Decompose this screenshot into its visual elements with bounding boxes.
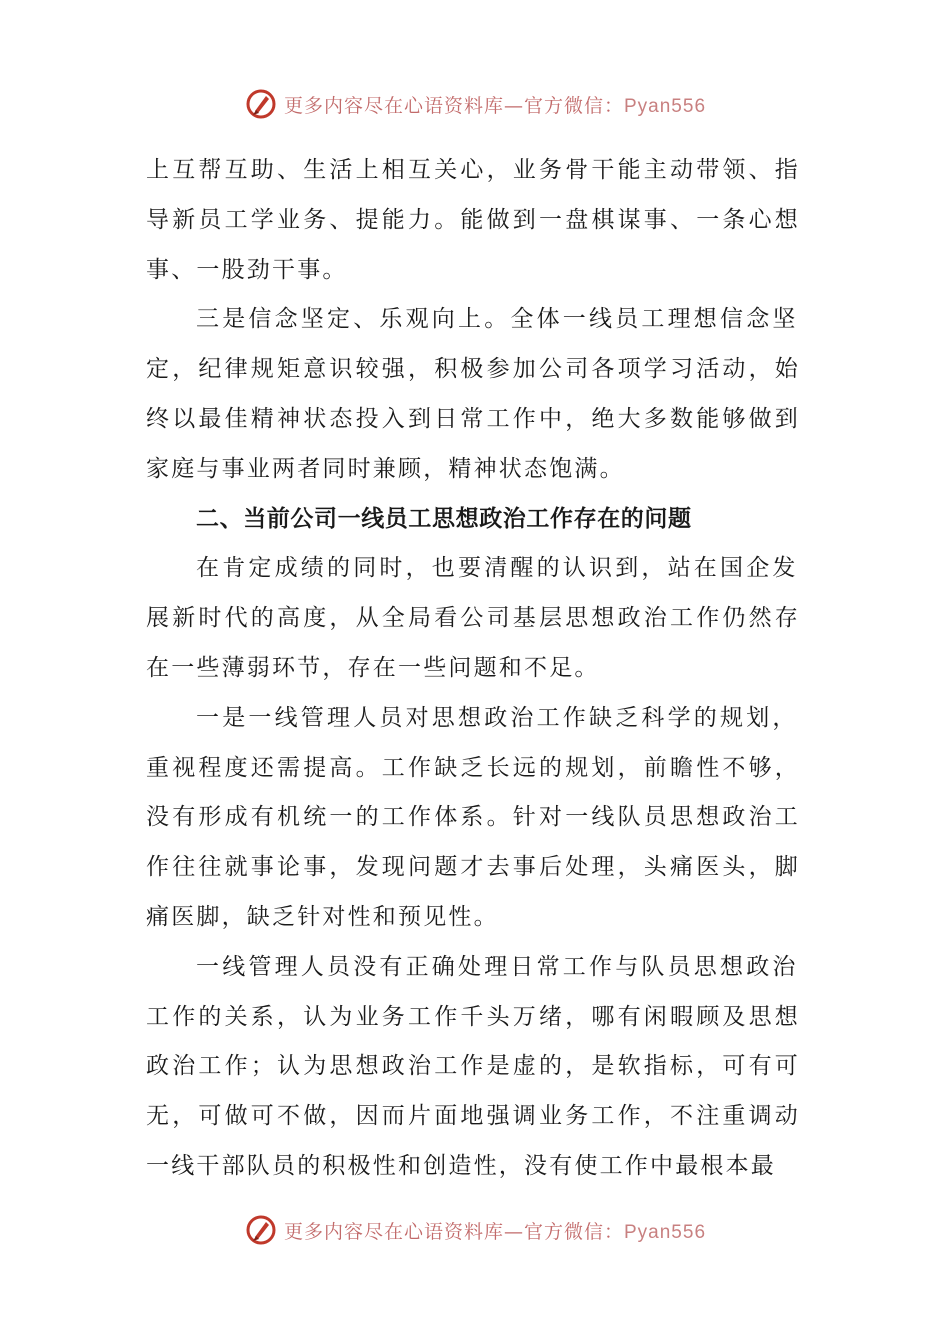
text-line: 重视程度还需提高。工作缺乏长远的规划，前瞻性不够， bbox=[146, 754, 801, 781]
footer-banner bbox=[0, 1210, 950, 1250]
text-line: 痛医脚，缺乏针对性和预见性。 bbox=[146, 903, 499, 930]
section-heading bbox=[146, 495, 806, 545]
wechat-id: Pyan556 bbox=[624, 95, 707, 117]
text-line: 无，可做可不做，因而片面地强调业务工作，不注重调动 bbox=[146, 1103, 801, 1130]
wechat-id: Pyan556 bbox=[624, 1221, 707, 1243]
paragraph bbox=[146, 146, 806, 295]
text-line: 工作的关系，认为业务工作千头万绪，哪有闲暇顾及思想 bbox=[146, 1003, 801, 1030]
pen-logo-icon bbox=[244, 1213, 278, 1247]
header-banner bbox=[0, 84, 950, 124]
paragraph bbox=[146, 943, 806, 1192]
banner-text: 更多内容尽在心语资料库—官方微信：Pyan556 bbox=[283, 1220, 707, 1243]
paragraph bbox=[146, 694, 806, 943]
document-body bbox=[146, 146, 806, 1192]
text-line: 在一些薄弱环节，存在一些问题和不足。 bbox=[146, 654, 600, 681]
text-line: 一是一线管理人员对思想政治工作缺乏科学的规划， bbox=[196, 704, 799, 731]
text-line: 没有形成有机统一的工作体系。针对一线队员思想政治工 bbox=[146, 804, 801, 831]
paragraph bbox=[146, 544, 806, 693]
text-line: 三是信念坚定、乐观向上。全体一线员工理想信念坚 bbox=[196, 306, 799, 333]
text-line: 一线干部队员的积极性和创造性，没有使工作中最根本最 bbox=[146, 1152, 776, 1179]
text-line: 事、一股劲干事。 bbox=[146, 256, 348, 283]
text-line: 二、当前公司一线员工思想政治工作存在的问题 bbox=[196, 505, 692, 532]
pen-logo-icon bbox=[244, 87, 278, 121]
text-line: 家庭与事业两者同时兼顾，精神状态饱满。 bbox=[146, 455, 625, 482]
banner-text: 更多内容尽在心语资料库—官方微信：Pyan556 bbox=[283, 94, 707, 117]
text-line: 政治工作；认为思想政治工作是虚的，是软指标，可有可 bbox=[146, 1053, 801, 1080]
text-line: 导新员工学业务、提能力。能做到一盘棋谋事、一条心想 bbox=[146, 206, 801, 233]
paragraph bbox=[146, 295, 806, 494]
text-line: 在肯定成绩的同时，也要清醒的认识到，站在国企发 bbox=[196, 555, 799, 582]
text-line: 上互帮互助、生活上相互关心，业务骨干能主动带领、指 bbox=[146, 157, 801, 183]
text-line: 作往往就事论事，发现问题才去事后处理，头痛医头，脚 bbox=[146, 854, 801, 881]
text-line: 定，纪律规矩意识较强，积极参加公司各项学习活动，始 bbox=[146, 356, 801, 383]
text-line: 一线管理人员没有正确处理日常工作与队员思想政治 bbox=[196, 953, 799, 980]
text-line: 终以最佳精神状态投入到日常工作中，绝大多数能够做到 bbox=[146, 405, 801, 432]
text-line: 展新时代的高度，从全局看公司基层思想政治工作仍然存 bbox=[146, 605, 801, 632]
